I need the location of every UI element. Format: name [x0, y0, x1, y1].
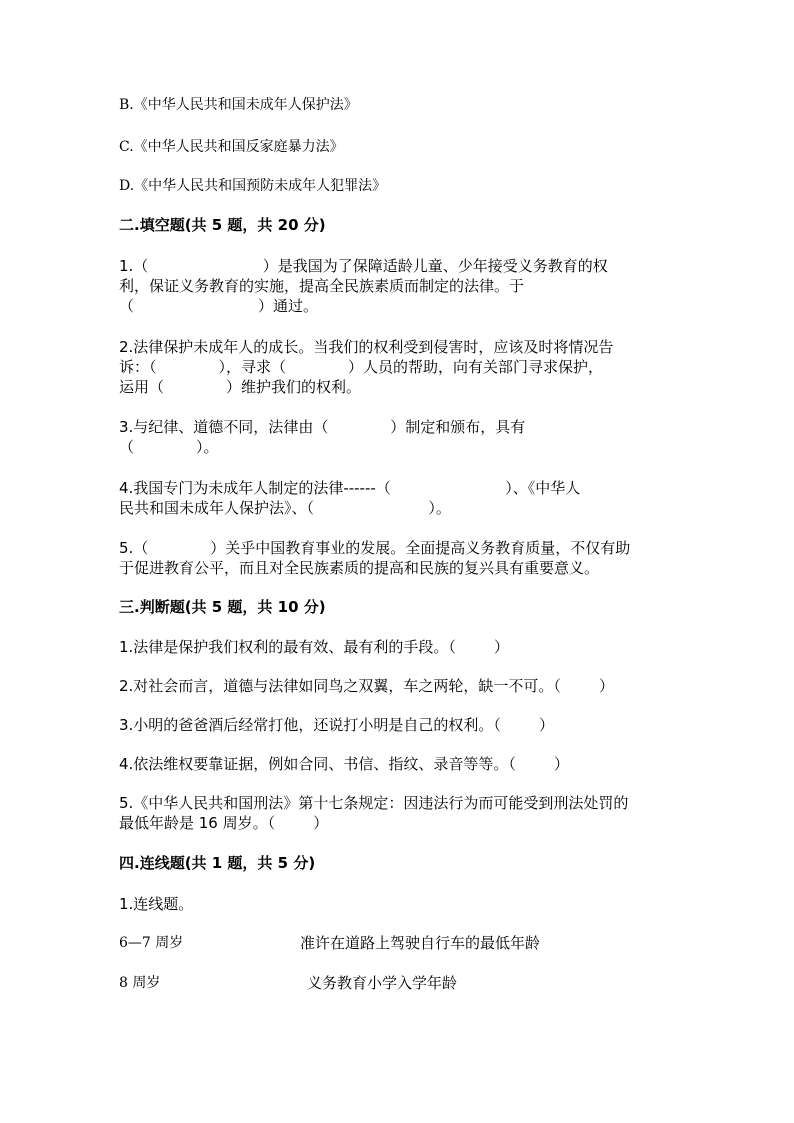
- judge-q3: 3.小明的爸爸酒后经常打他，还说打小明是自己的权利。（ ）: [119, 716, 554, 734]
- fill-q1-line1: 1.（ ）是我国为了保障适龄儿童、少年接受义务教育的权: [119, 257, 608, 275]
- fill-q2-line1: 2.法律保护未成年人的成长。当我们的权利受到侵害时，应该及时将情况告: [119, 338, 614, 356]
- judge-q1: 1.法律是保护我们权利的最有效、最有利的手段。（ ）: [119, 638, 509, 656]
- fill-q3-line2: （ ）。: [119, 438, 219, 456]
- fill-q4-line1: 4.我国专门为未成年人制定的法律------（ ）、《中华人: [119, 479, 581, 497]
- fill-q2-line2: 诉：（ ），寻求（ ）人员的帮助，向有关部门寻求保护，: [119, 358, 603, 376]
- fill-q4-line2: 民共和国未成年人保护法》、（ ）。: [119, 499, 451, 517]
- match-right-item[interactable]: 准许在道路上驾驶自行车的最低年龄: [300, 934, 541, 952]
- fill-q2-line3: 运用（ ）维护我们的权利。: [119, 378, 361, 396]
- match-right-item[interactable]: 义务教育小学入学年龄: [307, 974, 458, 992]
- judge-q2: 2.对社会而言，道德与法律如同鸟之双翼，车之两轮，缺一不可。（ ）: [119, 677, 614, 695]
- judge-q4: 4.依法维权要靠证据，例如合同、书信、指纹、录音等等。（ ）: [119, 755, 569, 773]
- judge-section-title: 三.判断题(共 5 题，共 10 分): [119, 598, 326, 616]
- option-c: C.《中华人民共和国反家庭暴力法》: [119, 139, 344, 155]
- fill-section-title: 二.填空题(共 5 题，共 20 分): [119, 216, 326, 234]
- fill-q1-line2: 利，保证义务教育的实施，提高全民族素质而制定的法律。于: [119, 277, 525, 295]
- option-b: B.《中华人民共和国未成年人保护法》: [119, 97, 358, 113]
- judge-q5-line1: 5.《中华人民共和国刑法》第十七条规定：因违法行为而可能受到刑法处罚的: [119, 794, 629, 812]
- match-section-title: 四.连线题(共 1 题，共 5 分): [119, 854, 316, 872]
- match-left-item[interactable]: 8 周岁: [119, 975, 161, 991]
- fill-q1-line3: （ ）通过。: [119, 297, 318, 315]
- judge-q5-line2: 最低年龄是 16 周岁。（ ）: [119, 814, 329, 832]
- fill-q3-line1: 3.与纪律、道德不同，法律由（ ）制定和颁布，具有: [119, 418, 526, 436]
- match-q1: 1.连线题。: [119, 895, 194, 913]
- option-d: D.《中华人民共和国预防未成年人犯罪法》: [119, 178, 387, 194]
- fill-q5-line1: 5.（ ）关乎中国教育事业的发展。全面提高义务教育质量，不仅有助: [119, 539, 631, 557]
- fill-q5-line2: 于促进教育公平，而且对全民族素质的提高和民族的复兴具有重要意义。: [119, 559, 600, 577]
- match-left-item[interactable]: 6—7 周岁: [119, 935, 184, 951]
